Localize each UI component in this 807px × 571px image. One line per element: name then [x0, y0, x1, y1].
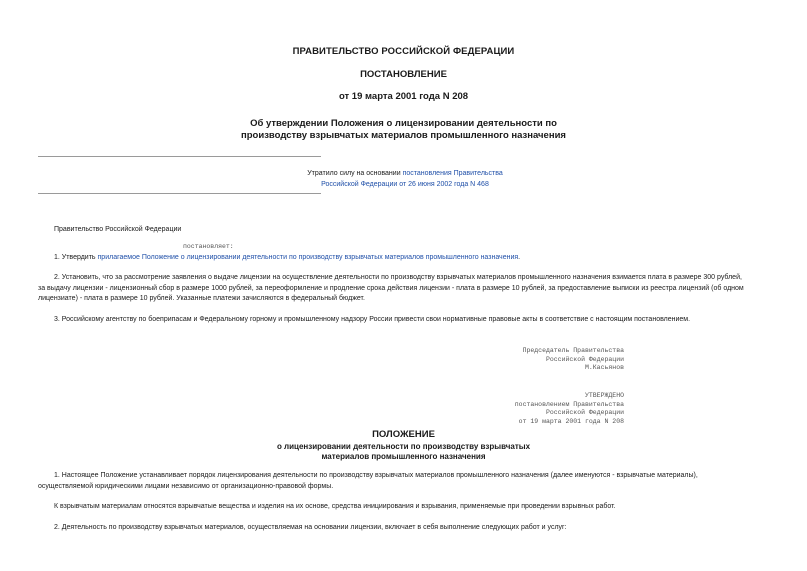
regulation-title: ПОЛОЖЕНИЕ [372, 429, 435, 440]
decree-date: от 19 марта 2001 года N 208 [338, 91, 469, 102]
decree-heading: ПОСТАНОВЛЕНИЕ [360, 69, 447, 80]
approved-line3: Российской Федерации [545, 409, 624, 416]
status-note [290, 168, 520, 190]
signature-block [440, 347, 624, 373]
regulation-paragraph-1 [38, 471, 778, 492]
decree-title-line2: производству взрывчатых материалов промышленного назначения [241, 130, 566, 141]
regulation-subtitle-2: материалов промышленного назначения [321, 452, 486, 461]
p2-line1: 2. Установить, что за рассмотрение заявления о выдаче лицензии на осуществление деятельности по производству взрывчатых материалов промышленного назначения взимается плата в размере 300 рублей, [54, 274, 742, 281]
signature-line1: Председатель Правительства [522, 347, 624, 354]
paragraph-2 [38, 273, 778, 305]
p1-link[interactable]: прилагаемое Положение о лицензировании деятельности по производству взрывчатых материалов промышленного назначения [97, 254, 519, 261]
reg-p1-line2: осуществляемой юридическими лицами независимо от организационно-правовой формы. [38, 482, 334, 490]
approved-line4: от 19 марта 2001 года N 208 [518, 417, 624, 425]
separator-bottom [38, 193, 321, 194]
paragraph-1 [54, 253, 774, 264]
regulation-subtitle-1: о лицензировании деятельности по производству взрывчатых [276, 442, 531, 451]
signature-line3: М.Касьянов [584, 364, 624, 371]
approved-block [440, 392, 624, 426]
signature-line2: Российской Федерации [545, 355, 624, 363]
regulation-paragraph-2: 2. Деятельность по производству взрывчатых материалов, осуществляемая на основании лицензии, включает в себя выполнение следующих работ и услуг: [54, 524, 567, 531]
p2-line2: за выдачу лицензии - лицензионный сбор в размере 1000 рублей, за переоформление и продление срока действия лицензии - плата в размере 10 рублей, за предоставление выписки из реестра лицензий (об одном [38, 284, 744, 292]
p1-prefix: 1. Утвердить [54, 254, 96, 261]
status-link-2[interactable]: Российской Федерации от 26 июня 2002 года N 468 [321, 181, 489, 188]
separator-top [38, 156, 321, 157]
government-name: Правительство Российской Федерации [54, 226, 182, 233]
regulation-paragraph-explosives: К взрывчатым материалам относятся взрывчатые вещества и изделия на их основе, средства инициирования и взрывания, применяемые при проведении взрывных работ. [54, 503, 616, 510]
approved-line1: УТВЕРЖДЕНО [584, 392, 624, 399]
status-prefix: Утратило силу на основании [307, 170, 401, 177]
decree-title-line1: Об утверждении Положения о лицензировании деятельности по [250, 118, 557, 129]
p1-suffix: . [518, 254, 521, 261]
paragraph-3: 3. Российскому агентству по боеприпасам и Федеральному горному и промышленному надзору России привести свои нормативные правовые акты в соответствие с настоящим постановлением. [54, 316, 691, 323]
status-link-1[interactable]: постановления Правительства [402, 170, 503, 177]
decree-title [0, 118, 807, 142]
decrees-word: постановляет: [183, 243, 234, 250]
approved-line2: постановлением Правительства [514, 400, 624, 408]
government-heading: ПРАВИТЕЛЬСТВО РОССИЙСКОЙ ФЕДЕРАЦИИ [292, 46, 515, 57]
reg-p1-line1: 1. Настоящее Положение устанавливает порядок лицензирования деятельности по производству взрывчатых материалов промышленного назначения (далее именуются - взрывчатые материалы), [54, 472, 698, 479]
p2-line3: лицензиате) - плата в размере 10 рублей. Указанные платежи зачисляются в федеральный бюджет. [38, 295, 365, 302]
